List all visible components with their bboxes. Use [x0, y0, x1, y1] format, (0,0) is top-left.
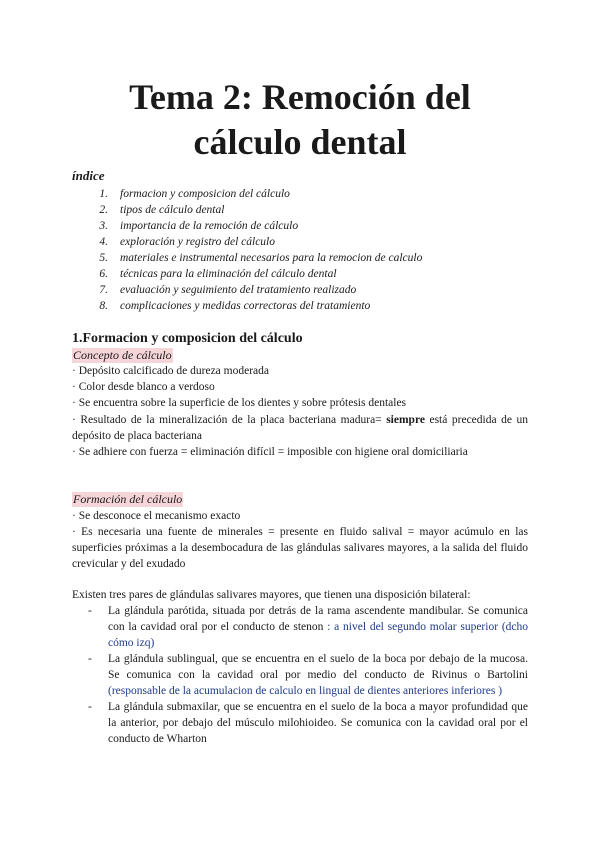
- index-item-number: 3.: [99, 220, 108, 232]
- bullet-text: · Resultado de la mineralización de la placa bacteriana madura=: [72, 414, 387, 426]
- index-item-number: 2.: [99, 204, 108, 216]
- index-item-number: 1.: [99, 188, 108, 200]
- index-item: [72, 218, 542, 234]
- glands-list: [88, 603, 528, 747]
- bold-emphasis: siempre: [386, 414, 425, 426]
- concept-bullet: · Color desde blanco a verdoso: [72, 381, 215, 393]
- gland-item: [88, 603, 528, 651]
- index-item-label: formacion y composicion del cálculo: [120, 188, 290, 200]
- index-item-label: técnicas para la eliminación del cálculo dental: [120, 268, 337, 280]
- section-heading: 1.Formacion y composicion del cálculo: [72, 331, 303, 346]
- index-item-label: importancia de la remoción de cálculo: [120, 220, 299, 232]
- index-item: [72, 266, 542, 282]
- index-item-label: exploración y registro del cálculo: [120, 236, 275, 248]
- index-item-number: 5.: [99, 252, 108, 264]
- index-list: [72, 186, 542, 314]
- formation-bullet: · Se desconoce el mecanismo exacto: [72, 510, 241, 522]
- gland-text: La glándula parótida, situada por detrás de la rama ascendente mandibular. Se comunica con la cavidad oral por el conducto de stenon: [108, 605, 528, 633]
- index-item-number: 8.: [99, 300, 108, 312]
- index-item: [72, 202, 542, 218]
- concept-bullet: · Depósito calcificado de dureza moderada: [72, 365, 269, 377]
- gland-text: La glándula sublingual, que se encuentra en el suelo de la boca por debajo de la mucosa. Se comunica con la cavidad oral por medio del conducto de Rivinus o Bartolini: [108, 653, 528, 681]
- dash-bullet: -: [88, 701, 92, 713]
- formation-bullet: · Es necesaria una fuente de minerales = presente en fluido salival = mayor acúmulo en las superficies próximas a la desembocadura de las glándulas salivares mayores, a la salida del fluido crevicular y del exudado: [72, 526, 528, 570]
- concept-bullet-mineralization: [72, 412, 528, 444]
- index-item-number: 6.: [99, 268, 108, 280]
- index-item: [72, 298, 542, 314]
- index-item-label: tipos de cálculo dental: [120, 204, 225, 216]
- dash-bullet: -: [88, 605, 92, 617]
- gland-item: [88, 651, 528, 699]
- dash-bullet: -: [88, 653, 92, 665]
- page-title-line-1: Tema 2: Remoción del: [129, 77, 471, 117]
- formation-subheading: Formación del cálculo: [73, 492, 183, 506]
- index-item-label: complicaciones y medidas correctoras del tratamiento: [120, 300, 371, 312]
- concept-bullet: · Se adhiere con fuerza = eliminación difícil = imposible con higiene oral domiciliaria: [72, 446, 468, 458]
- index-heading: índice: [72, 168, 105, 183]
- page-title-line-2: cálculo dental: [193, 122, 407, 162]
- index-item-number: 4.: [99, 236, 108, 248]
- gland-text: La glándula submaxilar, que se encuentra en el suelo de la boca a mayor profundidad que la anterior, por debajo del músculo milohioideo. Se comunica con la cavidad oral por el conducto de Wharton: [108, 701, 528, 745]
- bullet-text: está precedida de un depósito de placa bacteriana: [72, 414, 528, 442]
- gland-note: : a nivel del segundo molar superior (dcho cómo izq): [108, 621, 528, 649]
- gland-note: (responsable de la acumulacion de calculo en lingual de dientes anteriores inferiores ): [108, 685, 503, 697]
- index-item-label: evaluación y seguimiento del tratamiento realizado: [120, 284, 357, 296]
- index-item: [72, 234, 542, 250]
- concept-subheading: Concepto de cálculo: [73, 348, 172, 362]
- glands-intro-paragraph: Existen tres pares de glándulas salivares mayores, que tienen una disposición bilateral:: [72, 589, 471, 601]
- index-item-number: 7.: [99, 284, 108, 296]
- gland-item: [88, 699, 528, 747]
- index-item: [72, 282, 542, 298]
- index-item: [72, 250, 542, 266]
- concept-bullet: · Se encuentra sobre la superficie de los dientes y sobre prótesis dentales: [72, 397, 407, 409]
- index-item: [72, 186, 542, 202]
- index-item-label: materiales e instrumental necesarios para la remocion de calculo: [120, 252, 423, 264]
